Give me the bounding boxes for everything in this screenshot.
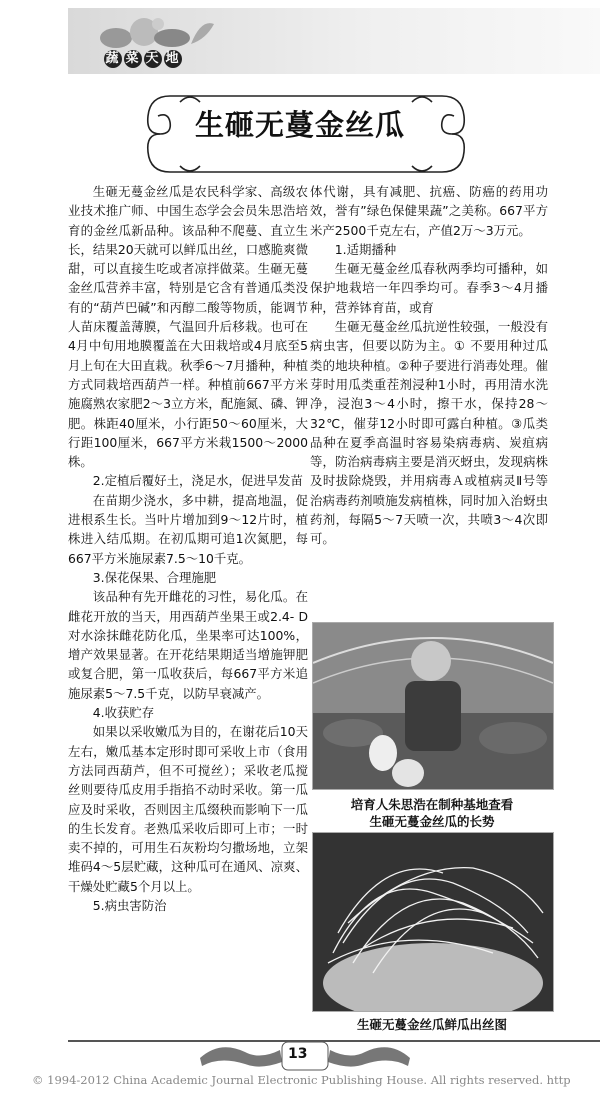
caption-line: 生砸无蔓金丝瓜的长势 [369,814,495,829]
article-title: 生砸无蔓金丝瓜 [194,108,405,142]
paragraph: 体代谢，具有减肥、抗癌、防癌的药用功效，誉有”绿色保健果蔬”之美称。667平方米产2500千克左右，产值2万～3万元。 [310,184,548,238]
greenhouse-illustration-icon [313,623,553,789]
melon-strands-photo [312,832,554,1012]
page-number: 13 [288,1046,308,1062]
section-char: 蔬 [105,51,121,66]
paragraph: 如果以采收嫩瓜为目的，在谢花后10天左右，嫩瓜基本定形时即可采收上市（食用方法同西葫芦，但不可搅丝）；采收老瓜搅丝则要待瓜皮用手指掐不动时采收。第一瓜应及时采收，否则因主瓜缀秧而影响下一瓜的生长发育。老熟瓜采收后即可上市；一时卖不掉的，可用生石灰粉均匀撒场地，立架堆码4～5层贮藏，这种瓜可在通风、凉爽、干燥处贮藏5个月以上。 [68,724,308,894]
right-column [310,182,548,549]
vegetable-illustration-icon [96,14,216,50]
section-char: 天 [145,51,161,66]
section-heading: 3.保花保果、合理施肥 [92,569,217,585]
photo-caption-1 [312,796,552,830]
section-char: 地 [165,51,181,66]
left-column [68,182,308,915]
section-heading: 2.定植后覆好土，浇足水，促进早发苗 [92,473,303,489]
paragraph: 该品种有先开雌花的习性，易化瓜。在雌花开放的当天，用西葫芦坐果王或2.4- D对水涂抹雌花防化瓜，坐果率可达100%，增产效果显著。在开花结果期适当增施钾肥或复合肥，第一瓜收获后，每667平方米追施尿素5～7.5千克，以防早衰减产。 [68,589,308,701]
shredded-melon-illustration-icon [313,833,553,1011]
paragraph: 生砸无蔓金丝瓜抗逆性较强，一般没有病虫害，但要以防为主。① 不要用种过瓜类的地块种植。②种子要进行消毒处理。催芽时用瓜类重茬剂浸种1小时，再用清水洗净，浸泡3～4小时，擦干水，保持28～32℃，催芽12小时即可露白种植。③瓜类品种在夏季高温时容易染病毒病、炭疽病等，防治病毒病主要是消灭蚜虫，发现病株及时拔除烧毁，并用病毒Ａ或植病灵Ⅱ号等治病毒药剂喷施发病植株，同时加入治蚜虫药剂，每隔5～7天喷一次，共喷3～4次即可。 [310,319,548,547]
section-label [104,50,184,68]
section-heading: 4.收获贮存 [92,705,155,721]
section-heading: 1.适期播种 [334,241,397,257]
copyright-notice: © 1994-2012 China Academic Journal Electronic Publishing House. All rights reserved. http [32,1073,571,1087]
caption-line: 培育人朱思浩在制种基地查看 [350,797,514,812]
paragraph: 生砸无蔓金丝瓜是农民科学家、高级农业技术推广师、中国生态学会会员朱思浩培育的金丝瓜新品种。该品种不爬蔓、直立生长，结果20天就可以鲜瓜出丝，口感脆爽微甜，可以直接生吃或者凉拌做菜。生砸无蔓金丝瓜营养丰富，特别是它含有普通瓜类没有的“葫芦巴碱”和丙醇二酸等物质，能调节人苗床覆盖薄膜，气温回升后移栽。也可在4月中旬用地膜覆盖在大田栽培或4月底至5月上旬在大田直栽。秋季6～7月播种，种植方式同栽培西葫芦一样。种植前667平方米施腐熟农家肥2～3立方米，配施氮、磷、钾肥。株距40厘米，小行距50～60厘米，大行距100厘米，667平方米栽1500～2000株。 [68,184,308,470]
farmer-photo [312,622,554,790]
section-heading: 5.病虫害防治 [92,897,167,913]
paragraph: 在苗期少浇水，多中耕，提高地温，促进根系生长。当叶片增加到9～12片时，植株进入结瓜期。在初瓜期可追1次氮肥，每667平方米施尿素7.5～10千克。 [68,492,308,566]
section-char: 菜 [125,51,141,66]
photo-caption-2: 生砸无蔓金丝瓜鲜瓜出丝图 [356,1017,507,1032]
paragraph: 生砸无蔓金丝瓜春秋两季均可播种，如保护地栽培一年四季均可。春季3～4月播种，营养钵育苗，或育 [310,261,548,315]
